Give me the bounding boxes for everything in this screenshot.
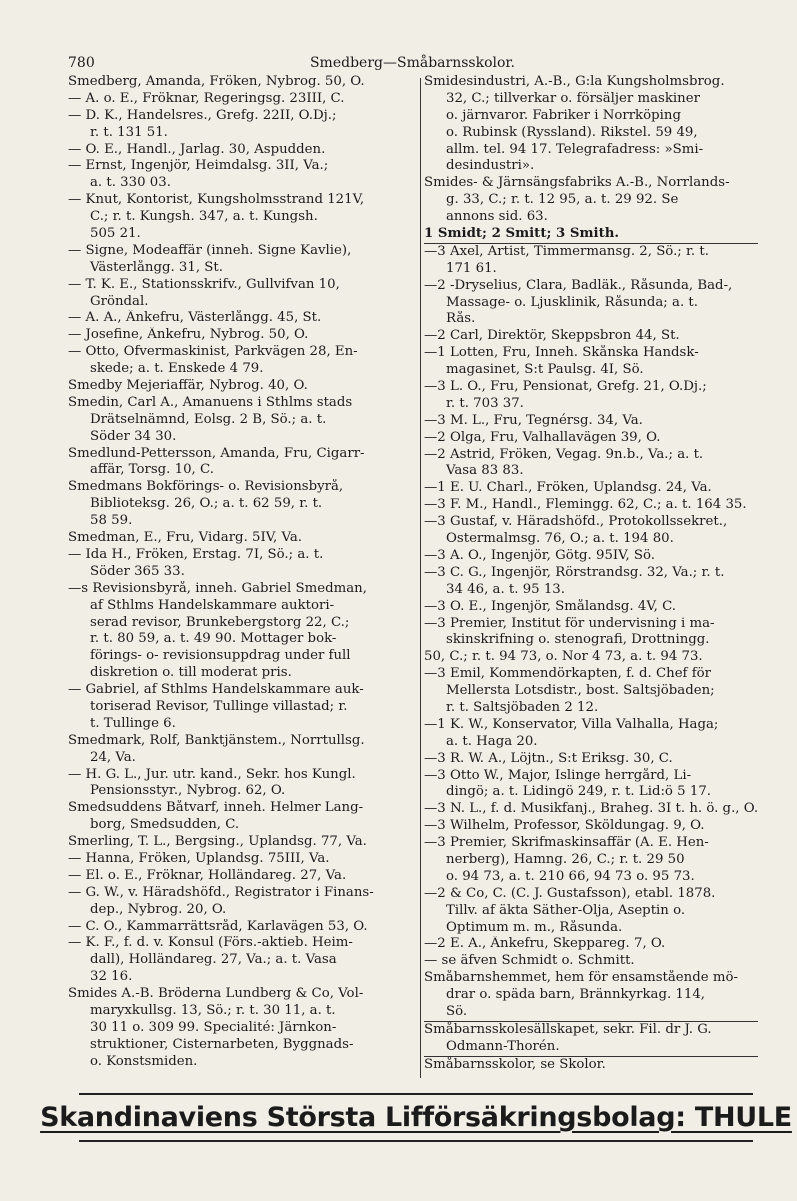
directory-line: Sö. — [446, 1003, 468, 1019]
directory-line: Smidesindustri, A.-B., G:la Kungsholmsbrog. — [424, 74, 725, 89]
directory-line: diskretion o. till moderat pris. — [90, 665, 292, 681]
directory-line: Massage- o. Ljusklinik, Råsunda; a. t. — [446, 294, 698, 310]
directory-line: Östermalmsg. 76, Ö.; a. t. 194 80. — [446, 531, 674, 547]
directory-line: —3 Premier, Skrifmaskinsaffär (A. E. Hen- — [424, 835, 709, 851]
directory-line: — se äfven Schmidt o. Schmitt. — [424, 953, 635, 969]
directory-line: 505 21. — [90, 226, 141, 242]
directory-line: Småbarnsskolor, se Skolor. — [424, 1056, 758, 1074]
directory-line: —3 Premier, Institut för undervisning i ma- — [424, 615, 715, 631]
directory-line: a. t. 330 03. — [90, 175, 171, 191]
directory-line: Smedman, E., Fru, Vidarg. 5IV, Va. — [68, 530, 302, 546]
directory-line: Söder 365 33. — [90, 563, 185, 579]
directory-line: desindustri». — [446, 158, 535, 174]
directory-line: — G. W., v. Häradshöfd., Registrator i Finans- — [68, 884, 374, 900]
directory-line: 32 16. — [90, 969, 133, 985]
directory-line: t. Tullinge 6. — [90, 715, 176, 731]
directory-line: Drätselnämnd, Eolsg. 2 B, Sö.; a. t. — [90, 411, 327, 427]
directory-line: — Ida H., Fröken, Erstag. 7I, Sö.; a. t. — [68, 546, 324, 562]
directory-line: —2 E. A., Änkefru, Skeppareg. 7, Ö. — [424, 936, 666, 952]
directory-line: Smedlund-Pettersson, Amanda, Fru, Cigarr- — [68, 445, 365, 461]
directory-line: r. t. 80 59, a. t. 49 90. Mottager bok- — [90, 631, 337, 647]
directory-line: Västerlångg. 31, St. — [90, 259, 223, 275]
directory-line: Smedby Mejeriaffär, Nybrog. 40, Ö. — [68, 378, 308, 394]
directory-line: —3 A. O., Ingenjör, Götg. 95IV, Sö. — [424, 547, 656, 563]
directory-line: Smedmans Bokförings- o. Revisionsbyrå, — [68, 479, 344, 495]
directory-line: allm. tel. 94 17. Telegrafadress: »Smi- — [446, 141, 704, 157]
directory-line: —2 -Dryselius, Clara, Badläk., Råsunda, Bad-, — [424, 277, 733, 293]
directory-line: o. Rubinsk (Ryssland). Rikstel. 59 49, — [446, 124, 698, 140]
directory-line: — A. o. E., Fröknar, Regeringsg. 23III, C. — [68, 90, 345, 106]
directory-line: dingö; a. t. Lidingö 249, r. t. Lid:ö 5 17. — [446, 784, 712, 800]
directory-line: annons sid. 63. — [446, 209, 548, 225]
directory-line: — Knut, Kontorist, Kungsholmsstrand 121V, — [68, 192, 365, 208]
directory-line: struktioner, Cisternarbeten, Byggnads- — [90, 1036, 354, 1052]
directory-line: o. järnvaror. Fabriker i Norrköping — [446, 107, 681, 123]
directory-line: —s Revisionsbyrå, inneh. Gabriel Smedman, — [68, 580, 367, 596]
directory-line: C.; r. t. Kungsh. 347, a. t. Kungsh. — [90, 209, 318, 225]
directory-line: förings- o- revisionsuppdrag under full — [90, 648, 351, 664]
directory-line: —3 R. W. A., Löjtn., S:t Eriksg. 30, C. — [424, 750, 673, 766]
directory-line: magasinet, S:t Paulsg. 4I, Sö. — [446, 362, 644, 378]
directory-line: — Hanna, Fröken, Uplandsg. 75III, Va. — [68, 850, 330, 866]
directory-line: Smerling, T. L., Bergsing., Uplandsg. 77, Va. — [68, 834, 367, 850]
directory-line: skinskrifning o. stenografi, Drottningg. — [446, 632, 710, 648]
right-column — [424, 74, 758, 1074]
directory-line: — Ernst, Ingenjör, Heimdalsg. 3II, Va.; — [68, 158, 329, 174]
directory-line: — C. O., Kammarrättsråd, Karlavägen 53, Ö. — [68, 918, 368, 934]
directory-line: 24, Va. — [90, 749, 136, 765]
directory-line: —3 L. O., Fru, Pensionat, Grefg. 21, Ö.Dj.; — [424, 379, 707, 395]
directory-line: Rås. — [446, 311, 476, 327]
directory-line: Mellersta Lotsdistr., bost. Saltsjöbaden; — [446, 683, 715, 699]
directory-line: —3 Axel, Artist, Timmermansg. 2, Sö.; r. t. — [424, 243, 709, 259]
directory-line: af Sthlms Handelskammare auktori- — [90, 597, 335, 613]
directory-line: Gröndal. — [90, 293, 149, 309]
directory-line: — O. E., Handl., Jarlag. 30, Aspudden. — [68, 141, 326, 157]
directory-line: o. Konstsmiden. — [90, 1053, 198, 1069]
directory-line: Småbarnsskolesällskapet, sekr. Fil. dr J. G. — [424, 1021, 758, 1039]
directory-line: dall), Holländareg. 27, Va.; a. t. Vasa — [90, 952, 337, 968]
directory-line: —1 K. W., Konservator, Villa Valhalla, Haga; — [424, 716, 719, 732]
directory-line: Pensionsstyr., Nybrog. 62, Ö. — [90, 783, 286, 799]
directory-line: Småbarnshemmet, hem för ensamstående mö- — [424, 970, 738, 986]
directory-line: — A. A., Änkefru, Västerlångg. 45, St. — [68, 310, 322, 326]
directory-line: r. t. 131 51. — [90, 124, 168, 140]
column-divider — [420, 78, 421, 1078]
directory-line: skede; a. t. Enskede 4 79. — [90, 361, 264, 377]
directory-line: — El. o. E., Fröknar, Holländareg. 27, Va. — [68, 867, 347, 883]
directory-line: Smedin, Carl A., Amanuens i Sthlms stads — [68, 394, 353, 410]
directory-line: borg, Smedsudden, C. — [90, 817, 240, 833]
directory-line: —3 Otto W., Major, Islinge herrgård, Li- — [424, 767, 692, 783]
directory-line: 50, C.; r. t. 94 73, o. Nor 4 73, a. t. 94 73. — [424, 649, 703, 665]
directory-line: Smedberg, Amanda, Fröken, Nybrog. 50, Ö. — [68, 74, 365, 89]
directory-line: — T. K. E., Stationsskrifv., Gullvifvan 10, — [68, 276, 340, 292]
directory-line: —3 M. L., Fru, Tegnérsg. 34, Va. — [424, 412, 643, 428]
directory-line: — Otto, Öfvermaskinist, Parkvägen 28, En- — [68, 344, 358, 360]
directory-line: —3 C. G., Ingenjör, Rörstrandsg. 32, Va.; r. t. — [424, 564, 725, 580]
directory-line: a. t. Haga 20. — [446, 733, 538, 749]
directory-line: 34 46, a. t. 95 13. — [446, 581, 565, 597]
directory-line: Smedmark, Rolf, Banktjänstem., Norrtullsg. — [68, 732, 365, 748]
directory-line: —3 Emil, Kommendörkapten, f. d. Chef för — [424, 666, 711, 682]
directory-line: 32, C.; tillverkar o. försäljer maskiner — [446, 90, 700, 106]
directory-line: 30 11 o. 309 99. Specialité: Järnkon- — [90, 1019, 337, 1035]
directory-line: toriserad Revisor, Tullinge villastad; r. — [90, 698, 348, 714]
directory-line: — Josefine, Änkefru, Nybrog. 50, Ö. — [68, 327, 309, 343]
directory-line: Smides- & Järnsängsfabriks A.-B., Norrlands- — [424, 175, 730, 191]
page-header — [68, 52, 757, 74]
directory-line: —3 Gustaf, v. Häradshöfd., Protokollssekret., — [424, 514, 728, 530]
directory-line: — K. F., f. d. v. Konsul (Förs.-aktieb. Heim- — [68, 935, 353, 951]
directory-line: — Signe, Modeaffär (inneh. Signe Kavlie), — [68, 242, 352, 258]
directory-line: —1 E. U. Charl., Fröken, Uplandsg. 24, Va. — [424, 480, 712, 496]
directory-line: —2 Astrid, Fröken, Vegag. 9n.b., Va.; a. t. — [424, 446, 704, 462]
directory-line: —3 F. M., Handl., Flemingg. 62, C.; a. t. 164 35. — [424, 497, 747, 513]
running-head: Smedberg—Småbarnsskolor. — [309, 55, 516, 71]
directory-line: —2 Olga, Fru, Valhallavägen 39, Ö. — [424, 429, 661, 445]
directory-line: Biblioteksg. 26, Ö.; a. t. 62 59, r. t. — [90, 496, 323, 512]
thule-advertisement — [40, 1093, 792, 1142]
directory-line: Smedsuddens Båtvarf, inneh. Helmer Lang- — [68, 800, 364, 816]
directory-line: 1 Smidt; 2 Smitt; 3 Smith. — [424, 226, 758, 244]
directory-line: Söder 34 30. — [90, 428, 177, 444]
directory-line: —3 O. E., Ingenjör, Smålandsg. 4V, C. — [424, 598, 676, 614]
directory-line: dep., Nybrog. 20, Ö. — [90, 901, 227, 917]
advertisement-text: Skandinaviens Största Lifförsäkringsbolag: THULE — [40, 1102, 792, 1133]
directory-line: Ödmann-Thorén. — [446, 1038, 560, 1054]
directory-line: —3 N. L., f. d. Musikfanj., Braheg. 3I t. h. ö. g., Ö. — [424, 801, 758, 817]
directory-line: Vasa 83 83. — [446, 463, 524, 479]
directory-line: Smides A.-B. Bröderna Lundberg & Co, Vol- — [68, 986, 364, 1002]
directory-line: — Gabriel, af Sthlms Handelskammare auk- — [68, 682, 364, 698]
left-column — [68, 74, 418, 1071]
directory-line: r. t. Saltsjöbaden 2 12. — [446, 699, 599, 715]
directory-line: g. 33, C.; r. t. 12 95, a. t. 29 92. Se — [446, 192, 679, 208]
directory-line: 58 59. — [90, 513, 133, 529]
directory-line: maryxkullsg. 13, Sö.; r. t. 30 11, a. t. — [90, 1002, 336, 1018]
directory-line: 171 61. — [446, 260, 497, 276]
directory-line: —3 Wilhelm, Professor, Sköldungag. 9, Ö. — [424, 818, 705, 834]
directory-line: —2 & Co, C. (C. J. Gustafsson), etabl. 1878. — [424, 885, 716, 901]
page-number: 780 — [68, 55, 95, 71]
directory-line: — D. K., Handelsres., Grefg. 22II, Ö.Dj.; — [68, 107, 337, 123]
directory-line: — H. G. L., Jur. utr. kand., Sekr. hos Kungl. — [68, 766, 356, 782]
directory-line: —1 Lotten, Fru, Inneh. Skånska Handsk- — [424, 345, 699, 361]
directory-line: Optimum m. m., Råsunda. — [446, 919, 623, 935]
directory-line: drar o. späda barn, Brännkyrkag. 114, — [446, 987, 706, 1003]
directory-line: serad revisor, Brunkebergstorg 22, C.; — [90, 614, 350, 630]
directory-line: —2 Carl, Direktör, Skeppsbron 44, St. — [424, 328, 680, 344]
directory-line: affär, Torsg. 10, C. — [90, 462, 214, 478]
directory-line: r. t. 703 37. — [446, 395, 524, 411]
directory-line: Tillv. af äkta Säther-Olja, Aseptin o. — [446, 902, 686, 918]
directory-line: o. 94 73, a. t. 210 66, 94 73 o. 95 73. — [446, 868, 695, 884]
directory-line: nerberg), Hamng. 26, C.; r. t. 29 50 — [446, 851, 685, 867]
